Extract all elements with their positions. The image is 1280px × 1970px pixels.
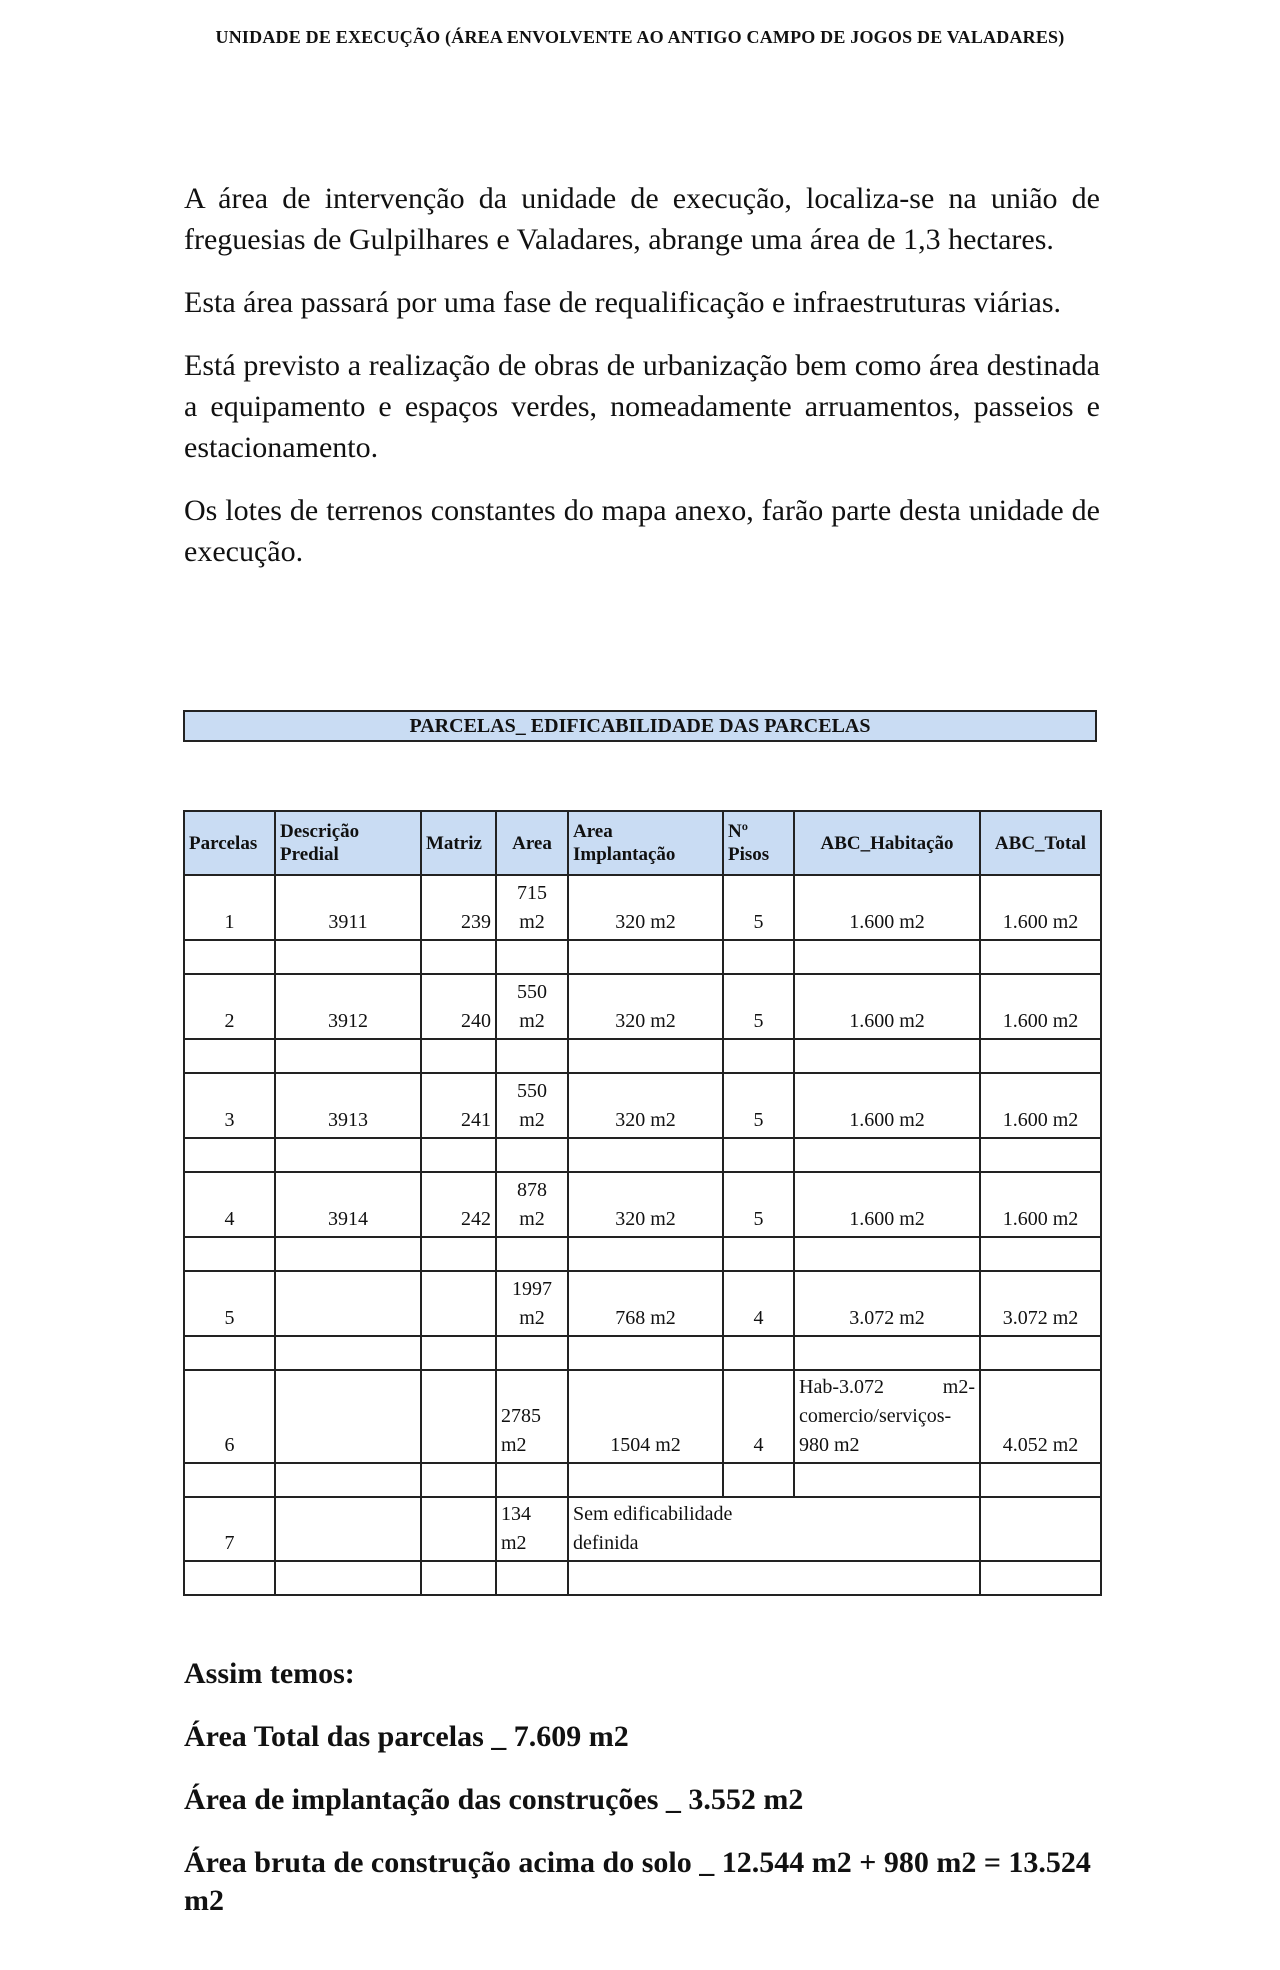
cell-area-value: 715: [517, 882, 547, 904]
intro-text: [184, 178, 1100, 594]
summary-gross-area: Área bruta de construção acima do solo _ 12.544 m2 + 980 m2 = 13.524 m2: [184, 1846, 1091, 1917]
table-spacer-row: [184, 1463, 1101, 1497]
table-row: [184, 1497, 1101, 1561]
header-implantacao-line2: Implantação: [573, 844, 676, 865]
cell-matriz: [421, 1271, 496, 1336]
cell-abc-total: 1.600 m2: [980, 1073, 1101, 1138]
cell-pisos: 5: [723, 875, 794, 940]
cell-matriz: [421, 1370, 496, 1463]
table-row: [184, 974, 1101, 1039]
cell-area: [496, 1172, 568, 1237]
cell-area-value: 2785: [501, 1405, 541, 1427]
cell-abc-habitacao-line3: 980 m2: [799, 1434, 860, 1456]
cell-area-value: 550: [517, 1080, 547, 1102]
cell-abc-habitacao: 1.600 m2: [794, 1073, 980, 1138]
cell-implantacao: 320 m2: [568, 1172, 723, 1237]
header-pisos: [723, 811, 794, 875]
cell-parcela: 3: [184, 1073, 275, 1138]
cell-area-value: 134: [501, 1503, 531, 1525]
summary-implantation-area: Área de implantação das construções _ 3.552 m2: [184, 1783, 804, 1816]
header-implantacao-line1: Area: [573, 821, 613, 842]
header-descricao-line1: Descrição: [280, 821, 360, 842]
cell-abc-habitacao: 3.072 m2: [794, 1271, 980, 1336]
cell-matriz: 242: [421, 1172, 496, 1237]
cell-abc-total: 1.600 m2: [980, 875, 1101, 940]
cell-abc-total: 4.052 m2: [980, 1370, 1101, 1463]
cell-area-unit: m2: [519, 1208, 545, 1230]
cell-area-value: 878: [517, 1179, 547, 1201]
header-descricao: [275, 811, 421, 875]
header-abc-total: ABC_Total: [980, 811, 1101, 875]
header-pisos-line2: Pisos: [728, 844, 770, 865]
cell-pisos: 5: [723, 974, 794, 1039]
cell-descricao: 3911: [275, 875, 421, 940]
summary-total-area: Área Total das parcelas _ 7.609 m2: [184, 1720, 629, 1753]
header-area: Area: [496, 811, 568, 875]
cell-no-buildability-note: [568, 1497, 980, 1561]
cell-abc-total: 1.600 m2: [980, 1172, 1101, 1237]
summary-intro: Assim temos:: [184, 1657, 355, 1690]
cell-area: [496, 1370, 568, 1463]
cell-area-value: 550: [517, 981, 547, 1003]
header-descricao-line2: Predial: [280, 844, 339, 865]
cell-implantacao: 768 m2: [568, 1271, 723, 1336]
header-pisos-line1: Nº: [728, 821, 748, 842]
parcels-table: [183, 810, 1102, 1596]
cell-area: [496, 1073, 568, 1138]
cell-matriz: [421, 1497, 496, 1561]
cell-area-unit: m2: [519, 1010, 545, 1032]
cell-pisos: 4: [723, 1271, 794, 1336]
paragraph-lots: Os lotes de terrenos constantes do mapa anexo, farão parte desta unidade de execução.: [184, 494, 1100, 568]
cell-abc-habitacao-line2: comercio/serviços-: [799, 1405, 952, 1427]
cell-area: [496, 974, 568, 1039]
table-row: [184, 1172, 1101, 1237]
cell-area: [496, 1497, 568, 1561]
cell-descricao: 3914: [275, 1172, 421, 1237]
cell-abc-total: 3.072 m2: [980, 1271, 1101, 1336]
cell-implantacao: 320 m2: [568, 875, 723, 940]
summary-section: [184, 1655, 1100, 1945]
cell-parcela: 4: [184, 1172, 275, 1237]
table-spacer-row: [184, 1237, 1101, 1271]
cell-abc-total: [980, 1497, 1101, 1561]
parcels-banner: PARCELAS_ EDIFICABILIDADE DAS PARCELAS: [183, 710, 1097, 742]
cell-abc-habitacao: 1.600 m2: [794, 875, 980, 940]
header-matriz: Matriz: [421, 811, 496, 875]
cell-area: [496, 1271, 568, 1336]
cell-implantacao: 320 m2: [568, 974, 723, 1039]
cell-area-unit: m2: [501, 1532, 527, 1554]
cell-area-unit: m2: [519, 911, 545, 933]
table-spacer-row: [184, 1336, 1101, 1370]
cell-matriz: 240: [421, 974, 496, 1039]
cell-area-unit: m2: [519, 1109, 545, 1131]
table-row: [184, 1271, 1101, 1336]
cell-descricao: [275, 1497, 421, 1561]
cell-abc-total: 1.600 m2: [980, 974, 1101, 1039]
cell-pisos: 5: [723, 1172, 794, 1237]
cell-descricao: [275, 1271, 421, 1336]
cell-pisos: 4: [723, 1370, 794, 1463]
table-spacer-row: [184, 1138, 1101, 1172]
cell-abc-habitacao-line1: Hab-3.072 m2-: [799, 1376, 975, 1398]
table-row: [184, 1370, 1101, 1463]
table-spacer-row: [184, 1561, 1101, 1595]
paragraph-requalification: Esta área passará por uma fase de requalificação e infraestruturas viárias.: [184, 286, 1062, 319]
note-line2: definida: [573, 1532, 639, 1554]
cell-parcela: 2: [184, 974, 275, 1039]
table-row: [184, 875, 1101, 940]
table-header-row: [184, 811, 1101, 875]
cell-abc-habitacao: 1.600 m2: [794, 974, 980, 1039]
cell-parcela: 5: [184, 1271, 275, 1336]
table-row: [184, 1073, 1101, 1138]
cell-pisos: 5: [723, 1073, 794, 1138]
cell-implantacao: 320 m2: [568, 1073, 723, 1138]
cell-area-value: 1997: [512, 1278, 552, 1300]
cell-parcela: 7: [184, 1497, 275, 1561]
cell-abc-habitacao: [794, 1370, 980, 1463]
cell-area-unit: m2: [501, 1434, 527, 1456]
cell-matriz: 241: [421, 1073, 496, 1138]
header-abc-habitacao: ABC_Habitação: [794, 811, 980, 875]
cell-matriz: 239: [421, 875, 496, 940]
cell-abc-habitacao: 1.600 m2: [794, 1172, 980, 1237]
header-parcelas: Parcelas: [184, 811, 275, 875]
document-title: UNIDADE DE EXECUÇÃO (ÁREA ENVOLVENTE AO ANTIGO CAMPO DE JOGOS DE VALADARES): [215, 27, 1065, 47]
table-spacer-row: [184, 940, 1101, 974]
cell-descricao: 3913: [275, 1073, 421, 1138]
header-implantacao: [568, 811, 723, 875]
cell-parcela: 1: [184, 875, 275, 940]
cell-implantacao: 1504 m2: [568, 1370, 723, 1463]
cell-area: [496, 875, 568, 940]
cell-descricao: 3912: [275, 974, 421, 1039]
cell-descricao: [275, 1370, 421, 1463]
cell-area-unit: m2: [519, 1307, 545, 1329]
paragraph-location: A área de intervenção da unidade de execução, localiza-se na união de freguesias de Gulpilhares e Valadares, abrange uma área de 1,3 hectares.: [184, 182, 1100, 256]
note-line1: Sem edificabilidade: [573, 1503, 733, 1525]
cell-parcela: 6: [184, 1370, 275, 1463]
paragraph-urbanization: Está previsto a realização de obras de urbanização bem como área destinada a equipamento e espaços verdes, nomeadamente arruamentos, passeios e estacionamento.: [184, 349, 1100, 464]
table-spacer-row: [184, 1039, 1101, 1073]
